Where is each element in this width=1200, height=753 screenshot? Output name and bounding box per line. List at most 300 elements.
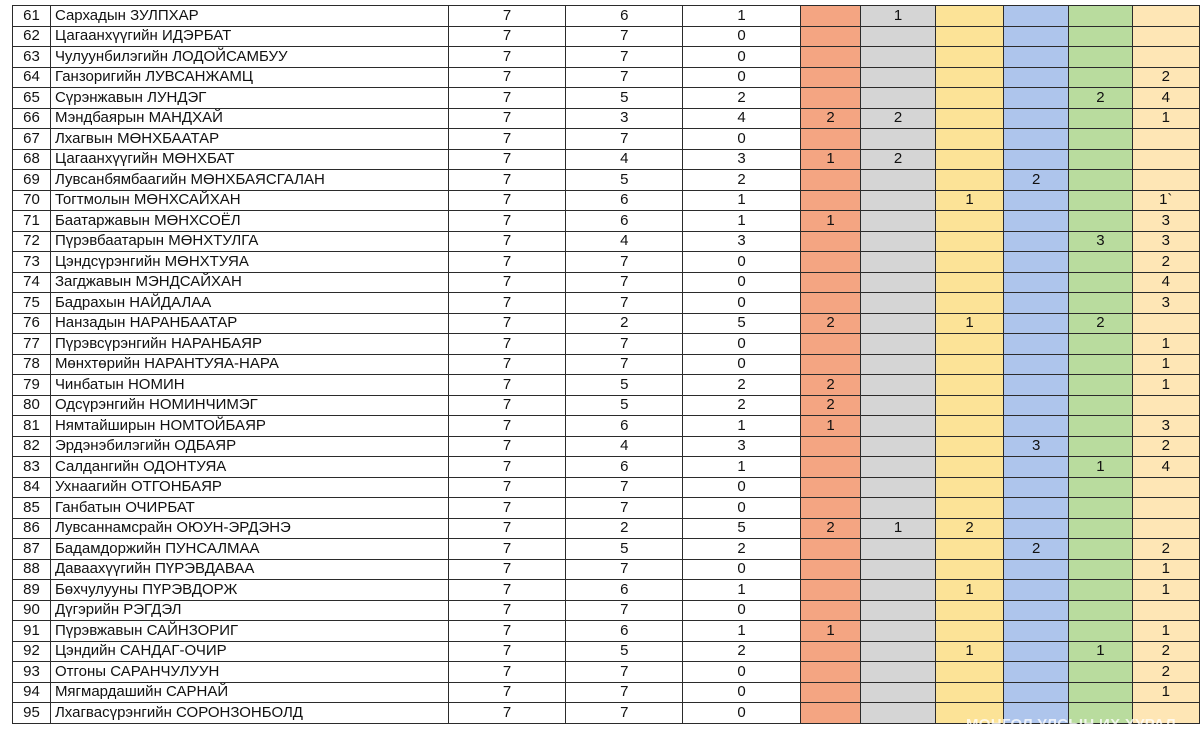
category-1-cell <box>800 88 861 109</box>
total-cell: 7 <box>448 395 565 416</box>
value-c-cell: 1 <box>683 457 800 478</box>
row-number-cell: 78 <box>13 354 51 375</box>
total-cell: 7 <box>448 293 565 314</box>
row-number-cell: 81 <box>13 416 51 437</box>
row-number-cell: 72 <box>13 231 51 252</box>
table-row <box>13 662 1200 683</box>
person-name-cell: Дүгэрийн РЭГДЭЛ <box>50 600 448 621</box>
person-name-cell: Мэндбаярын МАНДХАЙ <box>50 108 448 129</box>
category-3-cell <box>935 539 1003 560</box>
person-name-cell: Цэндсүрэнгийн МӨНХТУЯА <box>50 252 448 273</box>
value-b-cell: 7 <box>566 559 683 580</box>
total-cell: 7 <box>448 498 565 519</box>
value-b-cell: 4 <box>566 436 683 457</box>
category-6-cell <box>1132 129 1200 150</box>
total-cell: 7 <box>448 149 565 170</box>
row-number-cell: 62 <box>13 26 51 47</box>
category-4-cell <box>1004 129 1069 150</box>
total-cell: 7 <box>448 457 565 478</box>
category-2-cell <box>861 559 935 580</box>
value-b-cell: 3 <box>566 108 683 129</box>
total-cell: 7 <box>448 682 565 703</box>
watermark-text: МОНГОЛ УЛСЫН ИХ ХУРАЛ <box>966 716 1176 733</box>
category-1-cell: 1 <box>800 416 861 437</box>
table-row <box>13 477 1200 498</box>
category-5-cell <box>1069 621 1132 642</box>
value-b-cell: 7 <box>566 26 683 47</box>
total-cell: 7 <box>448 662 565 683</box>
category-4-cell: 2 <box>1004 539 1069 560</box>
table-row <box>13 600 1200 621</box>
row-number-cell: 94 <box>13 682 51 703</box>
person-name-cell: Ухнаагийн ОТГОНБАЯР <box>50 477 448 498</box>
category-6-cell <box>1132 149 1200 170</box>
total-cell: 7 <box>448 580 565 601</box>
category-4-cell <box>1004 621 1069 642</box>
table-row <box>13 67 1200 88</box>
total-cell: 7 <box>448 436 565 457</box>
value-c-cell: 5 <box>683 518 800 539</box>
total-cell: 7 <box>448 231 565 252</box>
category-4-cell <box>1004 190 1069 211</box>
category-2-cell <box>861 211 935 232</box>
category-2-cell <box>861 252 935 273</box>
category-6-cell: 1 <box>1132 682 1200 703</box>
table-row <box>13 47 1200 68</box>
category-6-cell: 4 <box>1132 88 1200 109</box>
value-b-cell: 7 <box>566 67 683 88</box>
value-b-cell: 7 <box>566 47 683 68</box>
category-3-cell: 1 <box>935 313 1003 334</box>
category-3-cell <box>935 662 1003 683</box>
person-name-cell: Тогтмолын МӨНХСАЙХАН <box>50 190 448 211</box>
value-b-cell: 7 <box>566 334 683 355</box>
total-cell: 7 <box>448 67 565 88</box>
row-number-cell: 91 <box>13 621 51 642</box>
table-row <box>13 559 1200 580</box>
category-5-cell <box>1069 477 1132 498</box>
category-3-cell <box>935 416 1003 437</box>
category-3-cell: 2 <box>935 518 1003 539</box>
value-b-cell: 5 <box>566 88 683 109</box>
total-cell: 7 <box>448 170 565 191</box>
category-4-cell <box>1004 416 1069 437</box>
person-name-cell: Цэндийн САНДАГ-ОЧИР <box>50 641 448 662</box>
person-name-cell: Даваахүүгийн ПҮРЭВДАВАА <box>50 559 448 580</box>
value-c-cell: 0 <box>683 26 800 47</box>
category-1-cell: 2 <box>800 375 861 396</box>
category-6-cell: 1 <box>1132 334 1200 355</box>
category-4-cell <box>1004 375 1069 396</box>
category-1-cell <box>800 498 861 519</box>
total-cell: 7 <box>448 272 565 293</box>
table-row <box>13 149 1200 170</box>
category-4-cell <box>1004 26 1069 47</box>
category-2-cell <box>861 662 935 683</box>
category-6-cell: 1` <box>1132 190 1200 211</box>
value-c-cell: 5 <box>683 313 800 334</box>
category-3-cell <box>935 88 1003 109</box>
category-1-cell <box>800 190 861 211</box>
category-6-cell <box>1132 47 1200 68</box>
value-b-cell: 7 <box>566 293 683 314</box>
value-c-cell: 0 <box>683 67 800 88</box>
category-4-cell <box>1004 47 1069 68</box>
table-row <box>13 129 1200 150</box>
category-5-cell <box>1069 149 1132 170</box>
category-3-cell <box>935 375 1003 396</box>
category-5-cell <box>1069 580 1132 601</box>
category-4-cell <box>1004 272 1069 293</box>
total-cell: 7 <box>448 108 565 129</box>
category-5-cell <box>1069 67 1132 88</box>
value-b-cell: 7 <box>566 600 683 621</box>
category-1-cell <box>800 252 861 273</box>
person-name-cell: Пүрэвсүрэнгийн НАРАНБАЯР <box>50 334 448 355</box>
total-cell: 7 <box>448 703 565 724</box>
category-2-cell <box>861 190 935 211</box>
value-c-cell: 0 <box>683 47 800 68</box>
value-b-cell: 6 <box>566 211 683 232</box>
row-number-cell: 92 <box>13 641 51 662</box>
person-name-cell: Загджавын МЭНДСАЙХАН <box>50 272 448 293</box>
total-cell: 7 <box>448 129 565 150</box>
value-b-cell: 6 <box>566 416 683 437</box>
category-2-cell <box>861 539 935 560</box>
category-1-cell <box>800 580 861 601</box>
category-5-cell <box>1069 354 1132 375</box>
value-c-cell: 3 <box>683 149 800 170</box>
category-6-cell <box>1132 6 1200 27</box>
category-2-cell <box>861 231 935 252</box>
category-3-cell <box>935 211 1003 232</box>
category-3-cell <box>935 621 1003 642</box>
category-3-cell <box>935 272 1003 293</box>
value-b-cell: 4 <box>566 231 683 252</box>
person-name-cell: Баатаржавын МӨНХСОЁЛ <box>50 211 448 232</box>
data-table <box>12 5 1200 724</box>
value-b-cell: 5 <box>566 641 683 662</box>
person-name-cell: Лхагвын МӨНХБААТАР <box>50 129 448 150</box>
person-name-cell: Бадрахын НАЙДАЛАА <box>50 293 448 314</box>
total-cell: 7 <box>448 211 565 232</box>
category-3-cell <box>935 457 1003 478</box>
total-cell: 7 <box>448 600 565 621</box>
category-3-cell <box>935 231 1003 252</box>
person-name-cell: Пүрэвжавын САЙНЗОРИГ <box>50 621 448 642</box>
total-cell: 7 <box>448 334 565 355</box>
category-6-cell: 1 <box>1132 375 1200 396</box>
category-5-cell <box>1069 682 1132 703</box>
category-1-cell: 1 <box>800 149 861 170</box>
value-c-cell: 3 <box>683 436 800 457</box>
category-6-cell: 4 <box>1132 272 1200 293</box>
value-b-cell: 7 <box>566 498 683 519</box>
row-number-cell: 74 <box>13 272 51 293</box>
table-row <box>13 231 1200 252</box>
person-name-cell: Салдангийн ОДОНТУЯА <box>50 457 448 478</box>
value-b-cell: 7 <box>566 354 683 375</box>
category-5-cell <box>1069 498 1132 519</box>
category-1-cell: 2 <box>800 518 861 539</box>
row-number-cell: 67 <box>13 129 51 150</box>
value-c-cell: 1 <box>683 6 800 27</box>
category-5-cell <box>1069 252 1132 273</box>
value-b-cell: 7 <box>566 252 683 273</box>
category-2-cell <box>861 436 935 457</box>
table-row <box>13 26 1200 47</box>
category-1-cell <box>800 457 861 478</box>
category-1-cell <box>800 272 861 293</box>
category-1-cell <box>800 47 861 68</box>
category-5-cell: 2 <box>1069 88 1132 109</box>
category-5-cell <box>1069 6 1132 27</box>
table-row <box>13 518 1200 539</box>
value-b-cell: 7 <box>566 682 683 703</box>
category-5-cell <box>1069 662 1132 683</box>
category-1-cell <box>800 26 861 47</box>
person-name-cell: Лувсанбямбаагийн МӨНХБАЯСГАЛАН <box>50 170 448 191</box>
category-2-cell: 1 <box>861 518 935 539</box>
value-c-cell: 2 <box>683 641 800 662</box>
category-4-cell <box>1004 600 1069 621</box>
value-c-cell: 1 <box>683 211 800 232</box>
category-1-cell <box>800 6 861 27</box>
category-2-cell: 1 <box>861 6 935 27</box>
value-b-cell: 5 <box>566 375 683 396</box>
category-1-cell: 2 <box>800 313 861 334</box>
category-2-cell <box>861 477 935 498</box>
person-name-cell: Чинбатын НОМИН <box>50 375 448 396</box>
total-cell: 7 <box>448 252 565 273</box>
row-number-cell: 76 <box>13 313 51 334</box>
category-5-cell <box>1069 190 1132 211</box>
category-5-cell <box>1069 395 1132 416</box>
category-1-cell <box>800 354 861 375</box>
category-1-cell <box>800 129 861 150</box>
category-3-cell <box>935 436 1003 457</box>
row-number-cell: 75 <box>13 293 51 314</box>
row-number-cell: 87 <box>13 539 51 560</box>
category-6-cell: 1 <box>1132 621 1200 642</box>
row-number-cell: 70 <box>13 190 51 211</box>
category-5-cell <box>1069 559 1132 580</box>
value-b-cell: 2 <box>566 313 683 334</box>
category-3-cell: 1 <box>935 641 1003 662</box>
category-4-cell <box>1004 457 1069 478</box>
category-3-cell <box>935 293 1003 314</box>
value-b-cell: 5 <box>566 170 683 191</box>
value-c-cell: 0 <box>683 354 800 375</box>
category-5-cell: 2 <box>1069 313 1132 334</box>
category-1-cell <box>800 477 861 498</box>
category-6-cell: 2 <box>1132 436 1200 457</box>
category-3-cell: 1 <box>935 190 1003 211</box>
value-c-cell: 1 <box>683 621 800 642</box>
category-1-cell <box>800 703 861 724</box>
category-2-cell <box>861 334 935 355</box>
person-name-cell: Нямтайширын НОМТОЙБАЯР <box>50 416 448 437</box>
value-c-cell: 1 <box>683 580 800 601</box>
category-3-cell <box>935 559 1003 580</box>
value-c-cell: 2 <box>683 539 800 560</box>
category-5-cell <box>1069 600 1132 621</box>
value-c-cell: 2 <box>683 170 800 191</box>
category-3-cell <box>935 477 1003 498</box>
category-6-cell <box>1132 170 1200 191</box>
category-6-cell: 2 <box>1132 641 1200 662</box>
category-1-cell: 1 <box>800 621 861 642</box>
category-5-cell <box>1069 293 1132 314</box>
total-cell: 7 <box>448 6 565 27</box>
total-cell: 7 <box>448 477 565 498</box>
total-cell: 7 <box>448 190 565 211</box>
value-c-cell: 0 <box>683 252 800 273</box>
row-number-cell: 65 <box>13 88 51 109</box>
category-1-cell <box>800 539 861 560</box>
person-name-cell: Мягмардашийн САРНАЙ <box>50 682 448 703</box>
category-2-cell <box>861 375 935 396</box>
category-4-cell <box>1004 149 1069 170</box>
value-c-cell: 0 <box>683 703 800 724</box>
category-4-cell <box>1004 313 1069 334</box>
value-b-cell: 7 <box>566 662 683 683</box>
value-b-cell: 2 <box>566 518 683 539</box>
value-b-cell: 5 <box>566 395 683 416</box>
category-2-cell <box>861 600 935 621</box>
table-row <box>13 190 1200 211</box>
person-name-cell: Отгоны САРАНЧУЛУУН <box>50 662 448 683</box>
category-4-cell <box>1004 580 1069 601</box>
category-4-cell <box>1004 293 1069 314</box>
value-c-cell: 4 <box>683 108 800 129</box>
category-6-cell <box>1132 518 1200 539</box>
person-name-cell: Бөхчулууны ПҮРЭВДОРЖ <box>50 580 448 601</box>
table-row <box>13 354 1200 375</box>
table-row <box>13 6 1200 27</box>
table-row <box>13 375 1200 396</box>
category-5-cell <box>1069 108 1132 129</box>
total-cell: 7 <box>448 416 565 437</box>
category-1-cell <box>800 559 861 580</box>
category-3-cell <box>935 600 1003 621</box>
total-cell: 7 <box>448 88 565 109</box>
person-name-cell: Цагаанхүүгийн МӨНХБАТ <box>50 149 448 170</box>
category-4-cell <box>1004 641 1069 662</box>
total-cell: 7 <box>448 26 565 47</box>
row-number-cell: 61 <box>13 6 51 27</box>
value-b-cell: 4 <box>566 149 683 170</box>
value-c-cell: 0 <box>683 498 800 519</box>
category-2-cell <box>861 703 935 724</box>
category-6-cell: 4 <box>1132 457 1200 478</box>
category-4-cell <box>1004 354 1069 375</box>
total-cell: 7 <box>448 354 565 375</box>
category-4-cell <box>1004 498 1069 519</box>
category-1-cell <box>800 231 861 252</box>
category-6-cell: 2 <box>1132 252 1200 273</box>
category-5-cell <box>1069 129 1132 150</box>
category-1-cell <box>800 170 861 191</box>
category-4-cell: 2 <box>1004 170 1069 191</box>
row-number-cell: 93 <box>13 662 51 683</box>
category-6-cell: 3 <box>1132 211 1200 232</box>
person-name-cell: Лхагвасүрэнгийн СОРОНЗОНБОЛД <box>50 703 448 724</box>
category-6-cell <box>1132 313 1200 334</box>
row-number-cell: 73 <box>13 252 51 273</box>
row-number-cell: 77 <box>13 334 51 355</box>
value-c-cell: 0 <box>683 682 800 703</box>
person-name-cell: Чулуунбилэгийн ЛОДОЙСАМБУУ <box>50 47 448 68</box>
total-cell: 7 <box>448 621 565 642</box>
row-number-cell: 95 <box>13 703 51 724</box>
table-row <box>13 272 1200 293</box>
category-2-cell <box>861 313 935 334</box>
category-4-cell <box>1004 395 1069 416</box>
value-b-cell: 5 <box>566 539 683 560</box>
row-number-cell: 85 <box>13 498 51 519</box>
row-number-cell: 66 <box>13 108 51 129</box>
row-number-cell: 80 <box>13 395 51 416</box>
category-2-cell <box>861 682 935 703</box>
category-3-cell <box>935 170 1003 191</box>
row-number-cell: 89 <box>13 580 51 601</box>
category-5-cell <box>1069 436 1132 457</box>
category-1-cell: 2 <box>800 395 861 416</box>
category-6-cell <box>1132 600 1200 621</box>
row-number-cell: 64 <box>13 67 51 88</box>
category-2-cell <box>861 580 935 601</box>
row-number-cell: 68 <box>13 149 51 170</box>
total-cell: 7 <box>448 539 565 560</box>
category-3-cell <box>935 334 1003 355</box>
category-3-cell <box>935 26 1003 47</box>
total-cell: 7 <box>448 375 565 396</box>
person-name-cell: Нанзадын НАРАНБААТАР <box>50 313 448 334</box>
category-4-cell <box>1004 252 1069 273</box>
table-row <box>13 498 1200 519</box>
value-c-cell: 1 <box>683 190 800 211</box>
category-5-cell <box>1069 272 1132 293</box>
value-b-cell: 6 <box>566 457 683 478</box>
value-b-cell: 7 <box>566 129 683 150</box>
category-2-cell <box>861 621 935 642</box>
value-c-cell: 0 <box>683 559 800 580</box>
row-number-cell: 90 <box>13 600 51 621</box>
person-name-cell: Ганзоригийн ЛУВСАНЖАМЦ <box>50 67 448 88</box>
category-1-cell <box>800 436 861 457</box>
category-2-cell <box>861 88 935 109</box>
category-4-cell <box>1004 334 1069 355</box>
category-3-cell <box>935 67 1003 88</box>
person-name-cell: Эрдэнэбилэгийн ОДБАЯР <box>50 436 448 457</box>
category-2-cell <box>861 354 935 375</box>
table-row <box>13 682 1200 703</box>
category-2-cell <box>861 47 935 68</box>
category-2-cell <box>861 416 935 437</box>
category-4-cell <box>1004 67 1069 88</box>
value-c-cell: 2 <box>683 375 800 396</box>
category-3-cell: 1 <box>935 580 1003 601</box>
row-number-cell: 63 <box>13 47 51 68</box>
category-4-cell <box>1004 6 1069 27</box>
category-5-cell <box>1069 375 1132 396</box>
category-3-cell <box>935 149 1003 170</box>
category-5-cell <box>1069 518 1132 539</box>
category-3-cell <box>935 395 1003 416</box>
category-1-cell <box>800 682 861 703</box>
category-5-cell <box>1069 416 1132 437</box>
